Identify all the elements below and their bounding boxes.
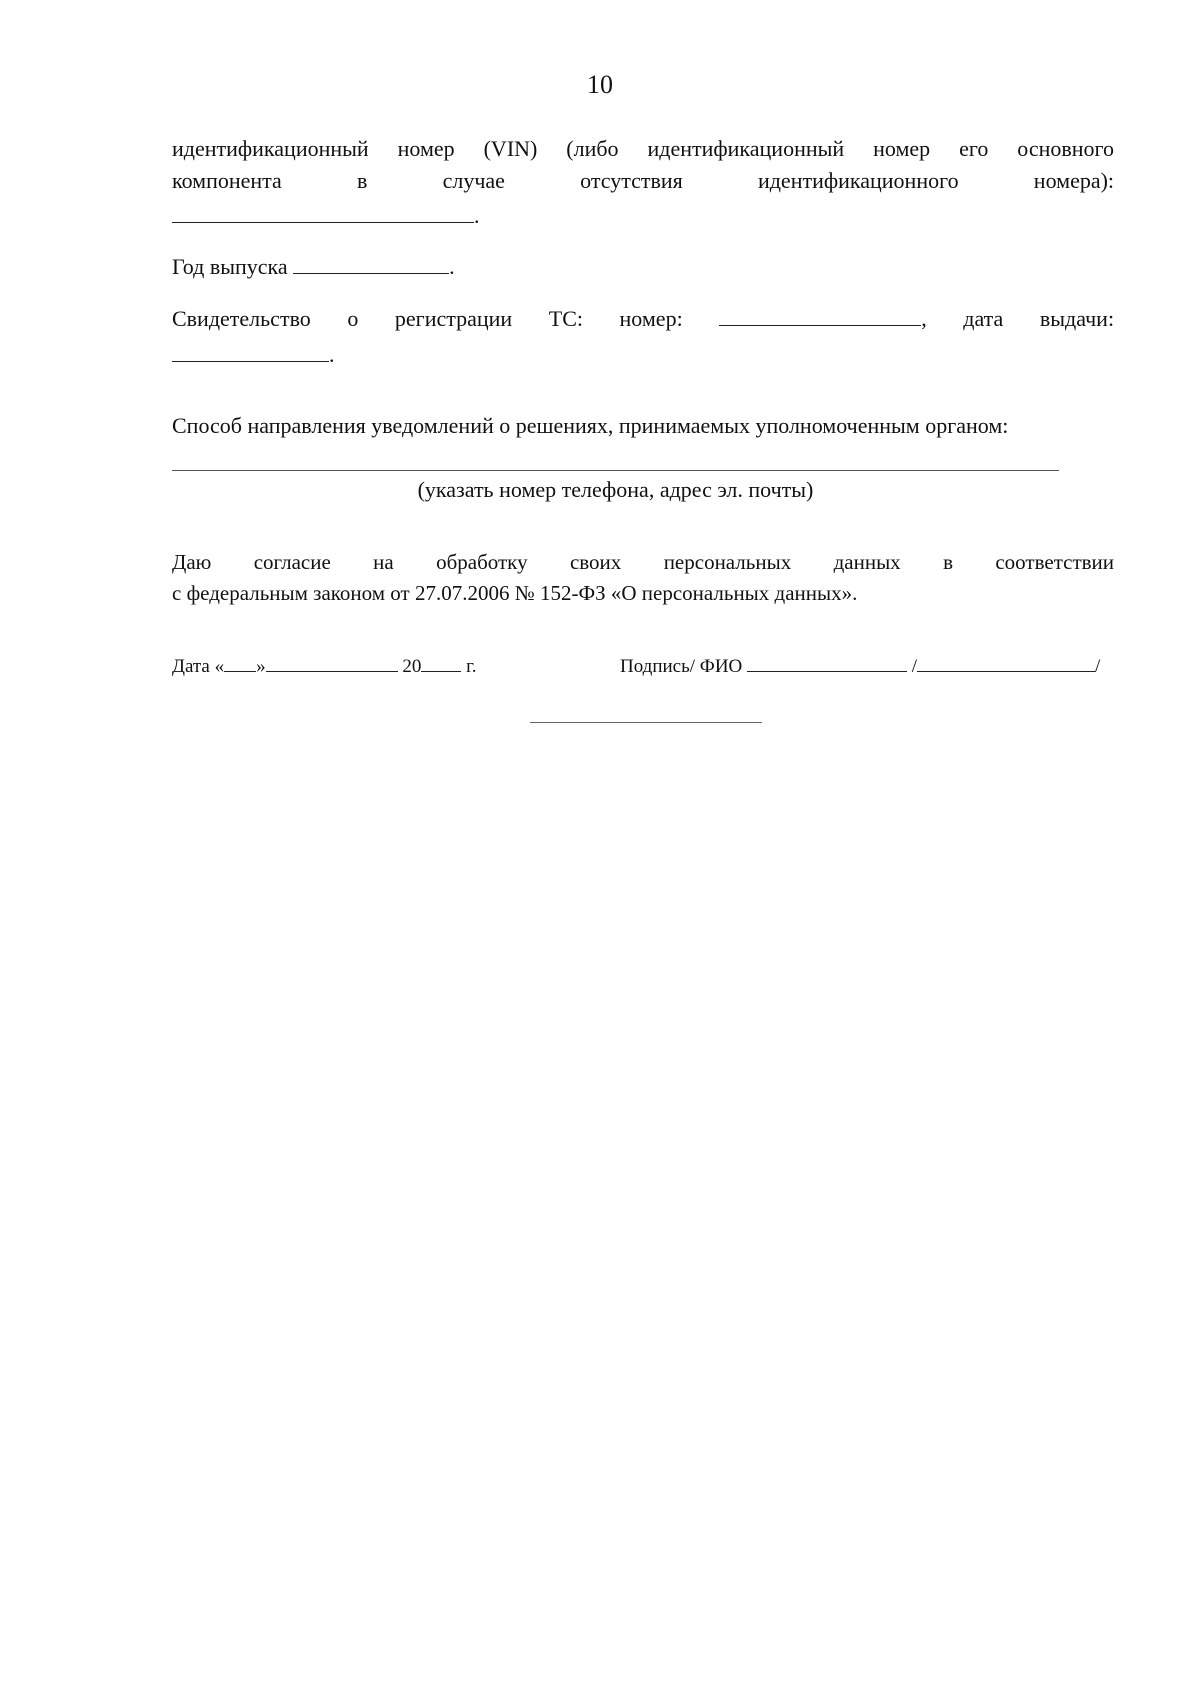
certificate-row — [172, 304, 1114, 334]
cert-date-blank[interactable] — [172, 341, 329, 362]
cert-word: номер: — [619, 306, 683, 331]
notification-input-line[interactable] — [172, 470, 1059, 471]
vin-end: . — [474, 203, 480, 228]
vin-fill-row — [172, 201, 1114, 231]
vin-word: отсутствия — [580, 168, 683, 193]
signature-blank[interactable] — [747, 651, 907, 672]
sign-label: Подпись/ ФИО — [620, 656, 743, 677]
cert-word: о — [347, 306, 359, 331]
year-label: Год выпуска — [172, 254, 288, 279]
cert-number-blank[interactable] — [719, 305, 921, 326]
vin-line-1: идентификационный номер (VIN) (либо идентификационный номер его основного — [172, 136, 1114, 161]
consent-line-1 — [172, 547, 1114, 577]
notification-label: Способ направления уведомлений о решениях, принимаемых уполномоченным органом: — [172, 413, 1009, 438]
year-row — [172, 252, 1114, 282]
vin-word: в — [357, 168, 368, 193]
year-suffix: г. — [466, 656, 477, 677]
consent-word: Даю — [172, 550, 212, 574]
cert-end: . — [329, 342, 335, 367]
date-year-blank[interactable] — [421, 651, 461, 672]
sign-slash: / — [911, 656, 918, 677]
vin-word: номера): — [1033, 168, 1115, 193]
consent-word: на — [373, 550, 394, 574]
cert-word: регистрации — [394, 306, 513, 331]
consent-word: в — [943, 550, 953, 574]
year-end: . — [449, 254, 455, 279]
date-close: » — [256, 656, 266, 677]
sign-slash: / — [1095, 656, 1101, 677]
consent-word: персональных — [663, 550, 792, 574]
vin-word: случае — [442, 168, 505, 193]
consent-word: обработку — [436, 550, 528, 574]
cert-word: ТС: — [548, 306, 583, 331]
vin-word: идентификационного — [757, 168, 959, 193]
cert-comma: , — [921, 306, 927, 331]
sign-block — [620, 651, 1100, 682]
month-blank[interactable] — [266, 651, 398, 672]
consent-word: согласие — [253, 550, 331, 574]
vin-input-blank[interactable] — [172, 202, 474, 223]
notification-hint: (указать номер телефона, адрес эл. почты) — [417, 477, 814, 502]
consent-word: данных — [833, 550, 901, 574]
fio-blank[interactable] — [917, 651, 1095, 672]
cert-word: выдачи: — [1039, 306, 1115, 331]
vin-word: компонента — [172, 168, 282, 193]
year-input-blank[interactable] — [293, 253, 449, 274]
consent-word: своих — [569, 550, 622, 574]
date-label: Дата « — [172, 656, 225, 677]
day-blank[interactable] — [224, 651, 256, 672]
vin-line-2 — [172, 166, 1114, 196]
consent-word: соответствии — [995, 550, 1115, 574]
consent-line-2: с федеральным законом от 27.07.2006 № 152-ФЗ «О персональных данных». — [172, 581, 858, 605]
cert-date-row — [172, 340, 1114, 370]
page-number: 10 — [587, 70, 613, 99]
year-prefix: 20 — [402, 656, 422, 677]
signature-divider — [530, 722, 762, 723]
cert-word: дата — [963, 306, 1004, 331]
cert-word: Свидетельство — [172, 306, 311, 331]
